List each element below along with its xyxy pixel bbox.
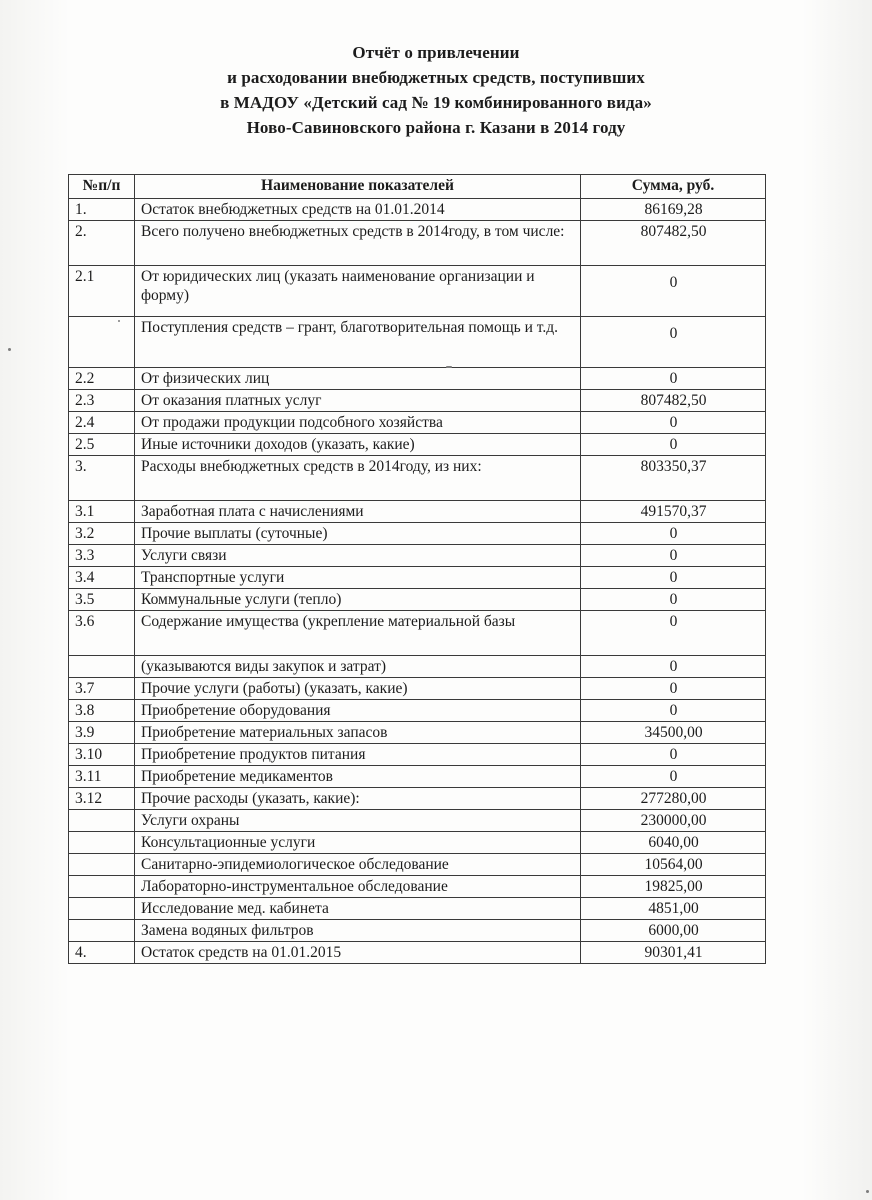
table-row — [69, 788, 766, 810]
row-num — [69, 317, 135, 368]
row-name: Приобретение оборудования — [135, 700, 581, 722]
row-sum: 0 — [581, 434, 766, 456]
table-row — [69, 766, 766, 788]
row-name: Приобретение медикаментов — [135, 766, 581, 788]
row-num: 2.2 — [69, 368, 135, 390]
row-sum: 807482,50 — [581, 390, 766, 412]
row-num: 3.6 — [69, 611, 135, 656]
table-row — [69, 412, 766, 434]
row-num: 3.4 — [69, 567, 135, 589]
row-sum: 0 — [581, 678, 766, 700]
title-line: Ново-Савиновского района г. Казани в 2014 году — [246, 118, 626, 137]
row-name: Поступления средств – грант, благотворительная помощь и т.д. — [135, 317, 581, 368]
table-row — [69, 317, 766, 368]
row-name: Содержание имущества (укрепление материальной базы — [135, 611, 581, 656]
row-sum: 0 — [581, 567, 766, 589]
table-row — [69, 678, 766, 700]
row-num: 2.3 — [69, 390, 135, 412]
row-num: 3.3 — [69, 545, 135, 567]
row-sum: 807482,50 — [581, 221, 766, 266]
table-row — [69, 589, 766, 611]
row-sum: 0 — [581, 523, 766, 545]
row-name: От юридических лиц (указать наименование организации и форму) — [135, 266, 581, 317]
row-sum: 0 — [581, 266, 766, 317]
row-sum: 0 — [581, 412, 766, 434]
table-row — [69, 221, 766, 266]
row-name: Лабораторно-инструментальное обследование — [135, 876, 581, 898]
row-sum: 6000,00 — [581, 920, 766, 942]
row-sum: 0 — [581, 368, 766, 390]
row-num: 2.4 — [69, 412, 135, 434]
table-row — [69, 199, 766, 221]
table-row — [69, 434, 766, 456]
row-num — [69, 832, 135, 854]
row-name: Остаток средств на 01.01.2015 — [135, 942, 581, 964]
row-sum: 277280,00 — [581, 788, 766, 810]
row-name: Замена водяных фильтров — [135, 920, 581, 942]
row-num: 3.11 — [69, 766, 135, 788]
row-num: 3.9 — [69, 722, 135, 744]
title-line: и расходовании внебюджетных средств, поступивших — [227, 68, 645, 87]
row-num — [69, 898, 135, 920]
table-row — [69, 390, 766, 412]
scan-speck — [446, 366, 452, 368]
row-name: Прочие услуги (работы) (указать, какие) — [135, 678, 581, 700]
table-row — [69, 810, 766, 832]
row-num: 3.10 — [69, 744, 135, 766]
table-row — [69, 266, 766, 317]
row-num — [69, 854, 135, 876]
row-name: От физических лиц — [135, 368, 581, 390]
row-sum: 803350,37 — [581, 456, 766, 501]
table-row — [69, 368, 766, 390]
row-num: 3.5 — [69, 589, 135, 611]
row-num — [69, 920, 135, 942]
table-row — [69, 567, 766, 589]
scan-speck — [866, 1190, 869, 1193]
table-row — [69, 656, 766, 678]
row-name: Санитарно-эпидемиологическое обследование — [135, 854, 581, 876]
row-num — [69, 810, 135, 832]
row-num: 1. — [69, 199, 135, 221]
title-line: Отчёт о привлечении — [352, 43, 520, 62]
table-row — [69, 700, 766, 722]
scan-speck — [8, 348, 11, 351]
row-name: Исследование мед. кабинета — [135, 898, 581, 920]
table-row — [69, 832, 766, 854]
row-sum: 230000,00 — [581, 810, 766, 832]
row-num: 3.8 — [69, 700, 135, 722]
row-name: Заработная плата с начислениями — [135, 501, 581, 523]
row-name: Консультационные услуги — [135, 832, 581, 854]
row-sum: 491570,37 — [581, 501, 766, 523]
row-name: Прочие расходы (указать, какие): — [135, 788, 581, 810]
row-name: Приобретение материальных запасов — [135, 722, 581, 744]
row-num: 3.1 — [69, 501, 135, 523]
row-sum: 6040,00 — [581, 832, 766, 854]
row-num: 3.7 — [69, 678, 135, 700]
row-name: Прочие выплаты (суточные) — [135, 523, 581, 545]
table-header-row — [69, 175, 766, 199]
table-row — [69, 456, 766, 501]
row-sum: 0 — [581, 611, 766, 656]
header-name: Наименование показателей — [135, 175, 581, 199]
row-num: 3. — [69, 456, 135, 501]
row-num: 2. — [69, 221, 135, 266]
table-row — [69, 611, 766, 656]
row-sum: 34500,00 — [581, 722, 766, 744]
title-line: в МАДОУ «Детский сад № 19 комбинированного вида» — [220, 93, 652, 112]
row-name: Услуги связи — [135, 545, 581, 567]
row-sum: 4851,00 — [581, 898, 766, 920]
row-sum: 0 — [581, 589, 766, 611]
row-name: От оказания платных услуг — [135, 390, 581, 412]
row-name: Иные источники доходов (указать, какие) — [135, 434, 581, 456]
row-name: От продажи продукции подсобного хозяйства — [135, 412, 581, 434]
scan-speck — [118, 320, 120, 322]
table-row — [69, 545, 766, 567]
row-sum: 0 — [581, 766, 766, 788]
row-name: Приобретение продуктов питания — [135, 744, 581, 766]
row-num: 2.1 — [69, 266, 135, 317]
row-name: Остаток внебюджетных средств на 01.01.2014 — [135, 199, 581, 221]
table-row — [69, 942, 766, 964]
row-sum: 19825,00 — [581, 876, 766, 898]
row-num: 3.12 — [69, 788, 135, 810]
row-sum: 10564,00 — [581, 854, 766, 876]
header-sum: Сумма, руб. — [581, 175, 766, 199]
report-table — [68, 174, 766, 964]
row-name: Транспортные услуги — [135, 567, 581, 589]
table-row — [69, 523, 766, 545]
row-sum: 90301,41 — [581, 942, 766, 964]
row-num — [69, 656, 135, 678]
table-row — [69, 876, 766, 898]
row-num: 3.2 — [69, 523, 135, 545]
table-row — [69, 920, 766, 942]
row-num — [69, 876, 135, 898]
row-name: Коммунальные услуги (тепло) — [135, 589, 581, 611]
row-sum: 0 — [581, 744, 766, 766]
row-sum: 86169,28 — [581, 199, 766, 221]
table-row — [69, 898, 766, 920]
row-sum: 0 — [581, 656, 766, 678]
table-row — [69, 744, 766, 766]
row-name: (указываются виды закупок и затрат) — [135, 656, 581, 678]
document-title — [0, 40, 872, 140]
row-num: 4. — [69, 942, 135, 964]
header-num: №п/п — [69, 175, 135, 199]
row-sum: 0 — [581, 700, 766, 722]
row-name: Расходы внебюджетных средств в 2014году, из них: — [135, 456, 581, 501]
row-sum: 0 — [581, 545, 766, 567]
table-row — [69, 501, 766, 523]
row-num: 2.5 — [69, 434, 135, 456]
row-name: Всего получено внебюджетных средств в 2014году, в том числе: — [135, 221, 581, 266]
row-sum: 0 — [581, 317, 766, 368]
row-name: Услуги охраны — [135, 810, 581, 832]
table-row — [69, 722, 766, 744]
table-row — [69, 854, 766, 876]
